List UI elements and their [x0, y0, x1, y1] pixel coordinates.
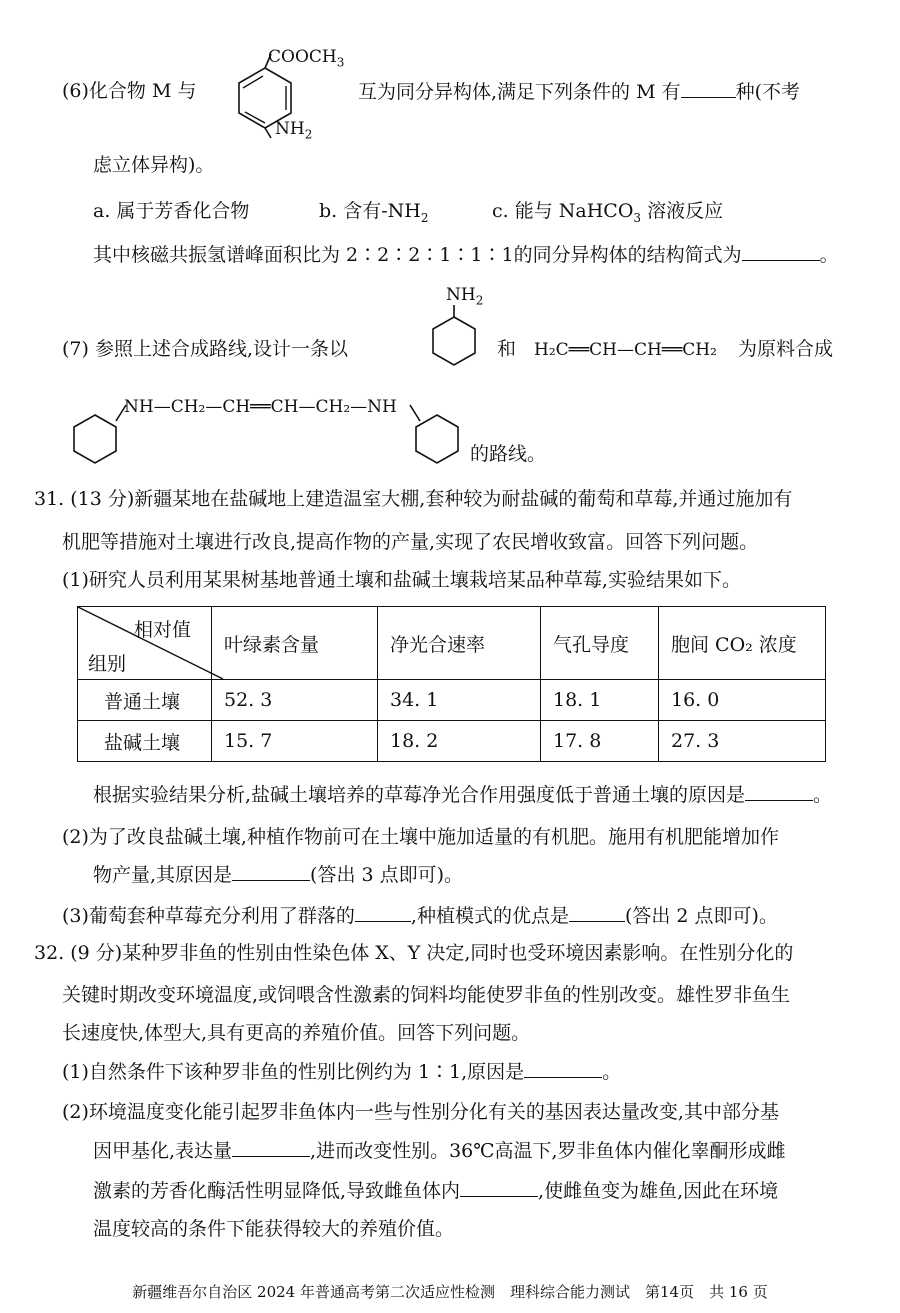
- answer-blank[interactable]: [355, 903, 411, 922]
- q6-prefix: (6)化合物 M 与: [62, 80, 197, 102]
- table-cell: 34. 1: [378, 680, 541, 721]
- q6-cond-a: a. 属于芳香化合物: [93, 200, 250, 222]
- page-footer: 新疆维吾尔自治区 2024 年普通高考第二次适应性检测 理科综合能力测试 第14页 共 16 页: [132, 1283, 768, 1301]
- table-cell: 52. 3: [212, 680, 378, 721]
- product-right-ring: [410, 405, 470, 475]
- table-cell: 27. 3: [659, 721, 826, 762]
- answer-blank[interactable]: [232, 1138, 310, 1157]
- q31-intro-line1: 31. (13 分)新疆某地在盐碱地上建造温室大棚,套种较为耐盐碱的葡萄和草莓,并通过施加有: [34, 488, 793, 510]
- q6-text-a: 互为同分异构体,满足下列条件的 M 有 种(不考: [358, 81, 800, 103]
- q7-and: 和: [497, 338, 517, 360]
- amino-group-label: $NH_2$: [275, 119, 313, 142]
- answer-blank[interactable]: [524, 1059, 602, 1078]
- answer-blank[interactable]: [569, 903, 625, 922]
- q32-part1: (1)自然条件下该种罗非鱼的性别比例约为 1∶1,原因是 。: [62, 1061, 622, 1083]
- q7-suffix: 为原料合成: [738, 338, 834, 360]
- cyclohexylamine-nh2-label: $NH_2$: [446, 285, 484, 308]
- corner-label-bottom: 组别: [88, 653, 127, 675]
- q6-cond-b: b. 含有$-NH_2$: [319, 200, 429, 225]
- experiment-table: [77, 606, 826, 762]
- table-cell: 18. 1: [541, 680, 659, 721]
- table-cell: 18. 2: [378, 721, 541, 762]
- product-left-ring: [68, 405, 128, 475]
- ester-group-label: $COOCH_3$: [268, 47, 345, 70]
- table-header: 胞间 CO₂ 浓度: [659, 607, 826, 680]
- q6-cont: 虑立体异构)。: [93, 154, 215, 176]
- q6-nmr: 其中核磁共振氢谱峰面积比为 2∶2∶2∶1∶1∶1的同分异构体的结构简式为 。: [93, 244, 839, 266]
- q31-part3: (3)葡萄套种草莓充分利用了群落的 ,种植模式的优点是 (答出 2 点即可)。: [62, 905, 778, 927]
- q32-part2-line2: 因甲基化,表达量 ,进而改变性别。36℃高温下,罗非鱼体内催化睾酮形成雌: [93, 1140, 786, 1162]
- q31-analysis: 根据实验结果分析,盐碱土壤培养的草莓净光合作用强度低于普通土壤的原因是 。: [93, 784, 833, 806]
- q7-route: 的路线。: [470, 443, 547, 465]
- butadiene-formula: H₂C══CH—CH══CH₂: [534, 340, 717, 360]
- table-row-group: 普通土壤: [78, 680, 212, 721]
- q32-part2-line4: 温度较高的条件下能获得较大的养殖价值。: [93, 1218, 455, 1240]
- answer-blank[interactable]: [742, 242, 820, 261]
- product-chain-formula: NH—CH₂—CH══CH—CH₂—NH: [124, 397, 397, 417]
- q31-part1: (1)研究人员利用某果树基地普通土壤和盐碱土壤栽培某品种草莓,实验结果如下。: [62, 569, 741, 591]
- table-row-group: 盐碱土壤: [78, 721, 212, 762]
- q6-cond-c: c. 能与 NaHCO$_3$ 溶液反应: [492, 200, 724, 225]
- q7-prefix: (7) 参照上述合成路线,设计一条以: [62, 338, 348, 360]
- table-header: 叶绿素含量: [212, 607, 378, 680]
- table-header: 气孔导度: [541, 607, 659, 680]
- table-cell: 17. 8: [541, 721, 659, 762]
- q32-intro-line1: 32. (9 分)某种罗非鱼的性别由性染色体 X、Y 决定,同时也受环境因素影响。在性别分化的: [34, 942, 794, 964]
- q32-intro-line2: 关键时期改变环境温度,或饲喂含性激素的饲料均能使罗非鱼的性别改变。雄性罗非鱼生: [62, 984, 791, 1006]
- table-row: [78, 721, 826, 762]
- answer-blank[interactable]: [745, 782, 813, 801]
- answer-blank[interactable]: [460, 1178, 538, 1197]
- answer-blank[interactable]: [232, 862, 310, 881]
- q32-intro-line3: 长速度快,体型大,具有更高的养殖价值。回答下列问题。: [62, 1022, 531, 1044]
- q31-part2-line2: 物产量,其原因是 (答出 3 点即可)。: [93, 864, 464, 886]
- table-cell: 16. 0: [659, 680, 826, 721]
- answer-blank[interactable]: [681, 79, 736, 98]
- table-row: [78, 680, 826, 721]
- q31-part2-line1: (2)为了改良盐碱土壤,种植作物前可在土壤中施加适量的有机肥。施用有机肥能增加作: [62, 826, 779, 848]
- q32-part2-line1: (2)环境温度变化能引起罗非鱼体内一些与性别分化有关的基因表达量改变,其中部分基: [62, 1101, 779, 1123]
- table-corner-cell: [78, 607, 212, 680]
- corner-label-top: 相对值: [134, 619, 192, 641]
- q32-part2-line3: 激素的芳香化酶活性明显降低,导致雌鱼体内 ,使雌鱼变为雄鱼,因此在环境: [93, 1180, 779, 1202]
- table-header: 净光合速率: [378, 607, 541, 680]
- q31-intro-line2: 机肥等措施对土壤进行改良,提高作物的产量,实现了农民增收致富。回答下列问题。: [62, 531, 759, 553]
- cyclohexylamine-ring: [428, 303, 488, 378]
- table-cell: 15. 7: [212, 721, 378, 762]
